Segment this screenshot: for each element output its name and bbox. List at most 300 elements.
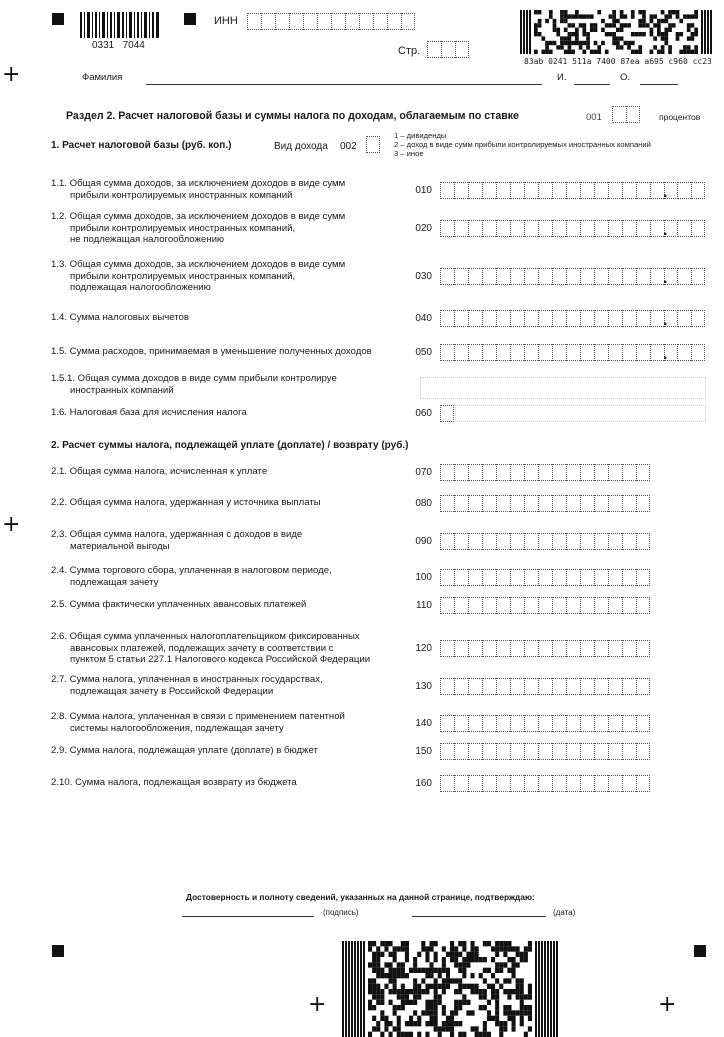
amount-field[interactable]	[440, 569, 650, 586]
digit-cell[interactable]	[440, 405, 454, 422]
digit-cell[interactable]	[594, 495, 608, 512]
digit-cell[interactable]	[650, 182, 664, 199]
digit-cell[interactable]	[608, 344, 622, 361]
digit-cell[interactable]	[440, 268, 454, 285]
digit-cell[interactable]	[636, 640, 650, 657]
digit-cell[interactable]	[482, 464, 496, 481]
digit-cell[interactable]	[650, 220, 664, 237]
digit-cell[interactable]	[580, 678, 594, 695]
digit-cell[interactable]	[401, 13, 415, 30]
digit-cell[interactable]	[552, 182, 566, 199]
digit-cell[interactable]	[275, 13, 289, 30]
digit-cell[interactable]	[538, 678, 552, 695]
row-label	[51, 312, 189, 324]
digit-cell[interactable]	[482, 715, 496, 732]
digit-cell[interactable]	[622, 268, 636, 285]
digit-cell[interactable]	[289, 13, 303, 30]
digit-cell[interactable]	[566, 182, 580, 199]
digit-cell[interactable]	[552, 569, 566, 586]
digit-cell[interactable]	[454, 310, 468, 327]
digit-cell[interactable]	[580, 775, 594, 792]
digit-cell[interactable]	[482, 344, 496, 361]
digit-cell[interactable]	[552, 464, 566, 481]
digit-cell[interactable]	[454, 715, 468, 732]
digit-cell[interactable]	[510, 344, 524, 361]
digit-cell[interactable]	[608, 268, 622, 285]
digit-cell[interactable]	[538, 533, 552, 550]
digit-cell[interactable]	[468, 569, 482, 586]
digit-cell[interactable]	[510, 715, 524, 732]
digit-cell[interactable]	[468, 715, 482, 732]
digit-cell[interactable]	[622, 310, 636, 327]
digit-cell[interactable]	[468, 678, 482, 695]
digit-cell[interactable]	[440, 678, 454, 695]
digit-cell[interactable]	[440, 775, 454, 792]
amount-field[interactable]	[440, 182, 678, 199]
digit-cell[interactable]	[594, 743, 608, 760]
digit-cell[interactable]	[580, 268, 594, 285]
digit-cell[interactable]	[566, 464, 580, 481]
amount-field[interactable]	[440, 344, 678, 361]
digit-cell[interactable]	[636, 743, 650, 760]
digit-cell[interactable]	[468, 775, 482, 792]
digit-cell[interactable]	[510, 678, 524, 695]
digit-cell[interactable]	[468, 640, 482, 657]
digit-cell[interactable]	[496, 569, 510, 586]
digit-cell[interactable]	[366, 136, 380, 153]
digit-cell[interactable]	[566, 310, 580, 327]
digit-cell[interactable]	[387, 13, 401, 30]
digit-cell[interactable]	[566, 678, 580, 695]
digit-cell[interactable]	[552, 715, 566, 732]
digit-cell[interactable]	[454, 495, 468, 512]
digit-cell[interactable]	[538, 495, 552, 512]
digit-cell[interactable]	[440, 569, 454, 586]
digit-cell[interactable]	[510, 268, 524, 285]
digit-cell[interactable]	[510, 495, 524, 512]
digit-cell[interactable]	[538, 310, 552, 327]
digit-cell[interactable]	[454, 344, 468, 361]
digit-cell[interactable]	[440, 533, 454, 550]
digit-cell[interactable]	[468, 743, 482, 760]
digit-cell[interactable]	[594, 597, 608, 614]
digit-cell[interactable]	[496, 268, 510, 285]
digit-cell[interactable]	[524, 220, 538, 237]
digit-cell[interactable]	[468, 344, 482, 361]
digit-cell[interactable]	[594, 464, 608, 481]
digit-cell[interactable]	[261, 13, 275, 30]
digit-cell[interactable]	[622, 775, 636, 792]
digit-cell[interactable]	[468, 182, 482, 199]
digit-cell[interactable]	[594, 775, 608, 792]
digit-cell[interactable]	[440, 464, 454, 481]
digit-cell[interactable]	[496, 597, 510, 614]
digit-cell[interactable]	[524, 310, 538, 327]
digit-cell[interactable]	[496, 678, 510, 695]
digit-cell[interactable]	[552, 640, 566, 657]
digit-cell[interactable]	[622, 464, 636, 481]
digit-cell[interactable]	[622, 220, 636, 237]
digit-cell[interactable]	[510, 569, 524, 586]
digit-cell[interactable]	[552, 678, 566, 695]
digit-cell[interactable]	[440, 495, 454, 512]
digit-cell[interactable]	[538, 464, 552, 481]
row-label-line: подлежащая зачету в Российской Федерации	[70, 685, 274, 697]
digit-cell[interactable]	[510, 533, 524, 550]
digit-cell[interactable]	[510, 182, 524, 199]
digit-cell[interactable]	[691, 268, 705, 285]
digit-cell[interactable]	[636, 495, 650, 512]
digit-cell[interactable]	[524, 344, 538, 361]
digit-cell[interactable]	[691, 182, 705, 199]
digit-cell[interactable]	[538, 268, 552, 285]
digit-cell[interactable]	[636, 597, 650, 614]
digit-cell[interactable]	[608, 640, 622, 657]
digit-cell[interactable]	[636, 533, 650, 550]
digit-cell[interactable]	[580, 597, 594, 614]
digit-cell[interactable]	[650, 268, 664, 285]
digit-cell[interactable]	[440, 220, 454, 237]
digit-cell[interactable]	[538, 775, 552, 792]
digit-cell[interactable]	[496, 775, 510, 792]
amount-field[interactable]	[440, 464, 650, 481]
decimal-point: .	[663, 222, 668, 239]
digit-cell[interactable]	[608, 743, 622, 760]
digit-cell[interactable]	[524, 569, 538, 586]
digit-cell[interactable]	[524, 715, 538, 732]
digit-cell[interactable]	[373, 13, 387, 30]
confirmation-text: Достоверность и полноту сведений, указанных на данной странице, подтверждаю:	[186, 892, 535, 902]
digit-cell[interactable]	[677, 182, 691, 199]
digit-cell[interactable]	[552, 743, 566, 760]
digit-cell[interactable]	[580, 715, 594, 732]
digit-cell[interactable]	[454, 533, 468, 550]
digit-cell[interactable]	[468, 533, 482, 550]
digit-cell[interactable]	[538, 743, 552, 760]
digit-cell[interactable]	[636, 310, 650, 327]
inn-field[interactable]	[247, 13, 415, 30]
digit-cell[interactable]	[482, 220, 496, 237]
digit-cell[interactable]	[552, 268, 566, 285]
digit-cell[interactable]	[566, 533, 580, 550]
digit-cell[interactable]	[650, 310, 664, 327]
digit-cell[interactable]	[594, 344, 608, 361]
digit-cell[interactable]	[580, 344, 594, 361]
digit-cell[interactable]	[552, 533, 566, 550]
kopecks-field[interactable]	[677, 220, 705, 237]
row-label-line: 1.2. Общая сумма доходов, за исключением доходов в виде сумм	[51, 211, 346, 222]
digit-cell[interactable]	[538, 569, 552, 586]
digit-cell[interactable]	[524, 678, 538, 695]
digit-cell[interactable]	[468, 597, 482, 614]
digit-cell[interactable]	[594, 533, 608, 550]
amount-field[interactable]	[440, 268, 678, 285]
digit-cell[interactable]	[440, 310, 454, 327]
digit-cell[interactable]	[594, 310, 608, 327]
kopecks-field[interactable]	[677, 310, 705, 327]
digit-cell[interactable]	[636, 182, 650, 199]
amount-field[interactable]	[440, 597, 650, 614]
digit-cell[interactable]	[608, 569, 622, 586]
digit-cell[interactable]	[594, 678, 608, 695]
digit-cell[interactable]	[566, 640, 580, 657]
digit-cell[interactable]	[691, 220, 705, 237]
digit-cell[interactable]	[608, 220, 622, 237]
digit-cell[interactable]	[510, 220, 524, 237]
digit-cell[interactable]	[454, 220, 468, 237]
digit-cell[interactable]	[636, 715, 650, 732]
row-label	[51, 407, 247, 419]
digit-cell[interactable]	[608, 182, 622, 199]
amount-field[interactable]	[440, 775, 650, 792]
digit-cell[interactable]	[622, 533, 636, 550]
digit-cell[interactable]	[524, 597, 538, 614]
digit-cell[interactable]	[359, 13, 373, 30]
digit-cell[interactable]	[608, 310, 622, 327]
digit-cell[interactable]	[566, 775, 580, 792]
digit-cell[interactable]	[552, 310, 566, 327]
amount-field[interactable]	[440, 495, 650, 512]
digit-cell[interactable]	[594, 182, 608, 199]
digit-cell[interactable]	[482, 597, 496, 614]
digit-cell[interactable]	[622, 597, 636, 614]
digit-cell[interactable]	[677, 220, 691, 237]
amount-field[interactable]	[440, 743, 650, 760]
digit-cell[interactable]	[482, 533, 496, 550]
digit-cell[interactable]	[427, 41, 441, 58]
initial-o-field[interactable]	[640, 84, 678, 85]
digit-cell[interactable]	[468, 495, 482, 512]
digit-cell[interactable]	[482, 495, 496, 512]
digit-cell[interactable]	[482, 775, 496, 792]
digit-cell[interactable]	[626, 106, 640, 123]
surname-field[interactable]	[146, 84, 542, 85]
digit-cell[interactable]	[247, 13, 261, 30]
digit-cell[interactable]	[317, 13, 331, 30]
amount-field[interactable]	[440, 640, 650, 657]
digit-cell[interactable]	[622, 715, 636, 732]
digit-cell[interactable]	[303, 13, 317, 30]
digit-cell[interactable]	[496, 495, 510, 512]
digit-cell[interactable]	[566, 220, 580, 237]
digit-cell[interactable]	[608, 678, 622, 695]
digit-cell[interactable]	[552, 597, 566, 614]
digit-cell[interactable]	[538, 640, 552, 657]
digit-cell[interactable]	[594, 569, 608, 586]
digit-cell[interactable]	[482, 182, 496, 199]
digit-cell[interactable]	[566, 743, 580, 760]
digit-cell[interactable]	[566, 715, 580, 732]
digit-cell[interactable]	[622, 678, 636, 695]
row-code: 040	[415, 313, 432, 324]
digit-cell[interactable]	[454, 569, 468, 586]
digit-cell[interactable]	[594, 640, 608, 657]
digit-cell[interactable]	[496, 220, 510, 237]
kopecks-field[interactable]	[677, 344, 705, 361]
digit-cell[interactable]	[482, 268, 496, 285]
digit-cell[interactable]	[440, 743, 454, 760]
digit-cell[interactable]	[677, 310, 691, 327]
digit-cell[interactable]	[594, 268, 608, 285]
digit-cell[interactable]	[691, 310, 705, 327]
digit-cell[interactable]	[636, 464, 650, 481]
digit-cell[interactable]	[622, 743, 636, 760]
digit-cell[interactable]	[580, 464, 594, 481]
digit-cell[interactable]	[608, 715, 622, 732]
digit-cell[interactable]	[580, 495, 594, 512]
digit-cell[interactable]	[454, 182, 468, 199]
digit-cell[interactable]	[496, 533, 510, 550]
digit-cell[interactable]	[677, 344, 691, 361]
digit-cell[interactable]	[622, 640, 636, 657]
amount-field[interactable]	[440, 678, 650, 695]
digit-cell[interactable]	[468, 310, 482, 327]
digit-cell[interactable]	[524, 182, 538, 199]
digit-cell[interactable]	[608, 775, 622, 792]
digit-cell[interactable]	[538, 220, 552, 237]
digit-cell[interactable]	[608, 597, 622, 614]
digit-cell[interactable]	[636, 344, 650, 361]
digit-cell[interactable]	[468, 268, 482, 285]
digit-cell[interactable]	[455, 41, 469, 58]
digit-cell[interactable]	[496, 640, 510, 657]
digit-cell[interactable]	[440, 715, 454, 732]
initial-i-label: И.	[557, 72, 567, 83]
digit-cell[interactable]	[538, 715, 552, 732]
digit-cell[interactable]	[538, 344, 552, 361]
digit-cell[interactable]	[524, 533, 538, 550]
digit-cell[interactable]	[510, 743, 524, 760]
digit-cell[interactable]	[482, 678, 496, 695]
digit-cell[interactable]	[566, 569, 580, 586]
digit-cell[interactable]	[524, 743, 538, 760]
digit-cell[interactable]	[580, 533, 594, 550]
digit-cell[interactable]	[440, 597, 454, 614]
digit-cell[interactable]	[482, 743, 496, 760]
digit-cell[interactable]	[496, 310, 510, 327]
digit-cell[interactable]	[331, 13, 345, 30]
digit-cell[interactable]	[636, 569, 650, 586]
digit-cell[interactable]	[608, 495, 622, 512]
digit-cell[interactable]	[510, 464, 524, 481]
digit-cell[interactable]	[454, 743, 468, 760]
digit-cell[interactable]	[612, 106, 626, 123]
crosshair-icon: +	[2, 512, 21, 537]
digit-cell[interactable]	[636, 268, 650, 285]
digit-cell[interactable]	[345, 13, 359, 30]
digit-cell[interactable]	[650, 344, 664, 361]
digit-cell[interactable]	[454, 464, 468, 481]
digit-cell[interactable]	[524, 775, 538, 792]
digit-cell[interactable]	[594, 220, 608, 237]
digit-cell[interactable]	[496, 715, 510, 732]
digit-cell[interactable]	[440, 182, 454, 199]
digit-cell[interactable]	[510, 597, 524, 614]
digit-cell[interactable]	[636, 775, 650, 792]
digit-cell[interactable]	[580, 743, 594, 760]
digit-cell[interactable]	[677, 268, 691, 285]
digit-cell[interactable]	[552, 344, 566, 361]
digit-cell[interactable]	[524, 640, 538, 657]
digit-cell[interactable]	[566, 268, 580, 285]
digit-cell[interactable]	[622, 344, 636, 361]
digit-cell[interactable]	[468, 220, 482, 237]
digit-cell[interactable]	[510, 775, 524, 792]
row-label-line: иностранных компаний	[70, 384, 174, 396]
digit-cell[interactable]	[441, 41, 455, 58]
page-number-field[interactable]	[427, 41, 469, 58]
amount-field[interactable]	[440, 220, 678, 237]
digit-cell[interactable]	[566, 597, 580, 614]
amount-field[interactable]	[440, 715, 650, 732]
digit-cell[interactable]	[594, 715, 608, 732]
digit-cell[interactable]	[468, 464, 482, 481]
digit-cell[interactable]	[691, 344, 705, 361]
digit-cell[interactable]	[482, 569, 496, 586]
digit-cell[interactable]	[454, 775, 468, 792]
digit-cell[interactable]	[636, 678, 650, 695]
digit-cell[interactable]	[566, 495, 580, 512]
digit-cell[interactable]	[580, 220, 594, 237]
kopecks-field[interactable]	[677, 182, 705, 199]
digit-cell[interactable]	[622, 569, 636, 586]
digit-cell[interactable]	[580, 310, 594, 327]
digit-cell[interactable]	[510, 310, 524, 327]
digit-cell[interactable]	[524, 464, 538, 481]
rate-field[interactable]	[612, 106, 640, 123]
digit-cell[interactable]	[566, 344, 580, 361]
digit-cell[interactable]	[552, 220, 566, 237]
row-code: 140	[415, 718, 432, 729]
signature-field[interactable]	[182, 916, 314, 917]
amount-field[interactable]	[440, 405, 454, 422]
digit-cell[interactable]	[580, 640, 594, 657]
digit-cell[interactable]	[524, 268, 538, 285]
digit-cell[interactable]	[454, 678, 468, 695]
digit-cell[interactable]	[496, 743, 510, 760]
digit-cell[interactable]	[608, 464, 622, 481]
digit-cell[interactable]	[622, 182, 636, 199]
initial-i-field[interactable]	[574, 84, 610, 85]
amount-field[interactable]	[440, 533, 650, 550]
digit-cell[interactable]	[454, 597, 468, 614]
income-type-field[interactable]	[366, 136, 380, 153]
digit-cell[interactable]	[454, 640, 468, 657]
digit-cell[interactable]	[580, 569, 594, 586]
digit-cell[interactable]	[552, 495, 566, 512]
date-field[interactable]	[412, 916, 546, 917]
digit-cell[interactable]	[454, 268, 468, 285]
digit-cell[interactable]	[496, 464, 510, 481]
kopecks-field[interactable]	[677, 268, 705, 285]
digit-cell[interactable]	[552, 775, 566, 792]
digit-cell[interactable]	[496, 344, 510, 361]
digit-cell[interactable]	[538, 182, 552, 199]
digit-cell[interactable]	[538, 597, 552, 614]
digit-cell[interactable]	[496, 182, 510, 199]
amount-field[interactable]	[440, 310, 678, 327]
digit-cell[interactable]	[510, 640, 524, 657]
digit-cell[interactable]	[440, 640, 454, 657]
digit-cell[interactable]	[440, 344, 454, 361]
digit-cell[interactable]	[636, 220, 650, 237]
digit-cell[interactable]	[482, 310, 496, 327]
digit-cell[interactable]	[524, 495, 538, 512]
digit-cell[interactable]	[580, 182, 594, 199]
digit-cell[interactable]	[622, 495, 636, 512]
digit-cell[interactable]	[608, 533, 622, 550]
digit-cell[interactable]	[482, 640, 496, 657]
